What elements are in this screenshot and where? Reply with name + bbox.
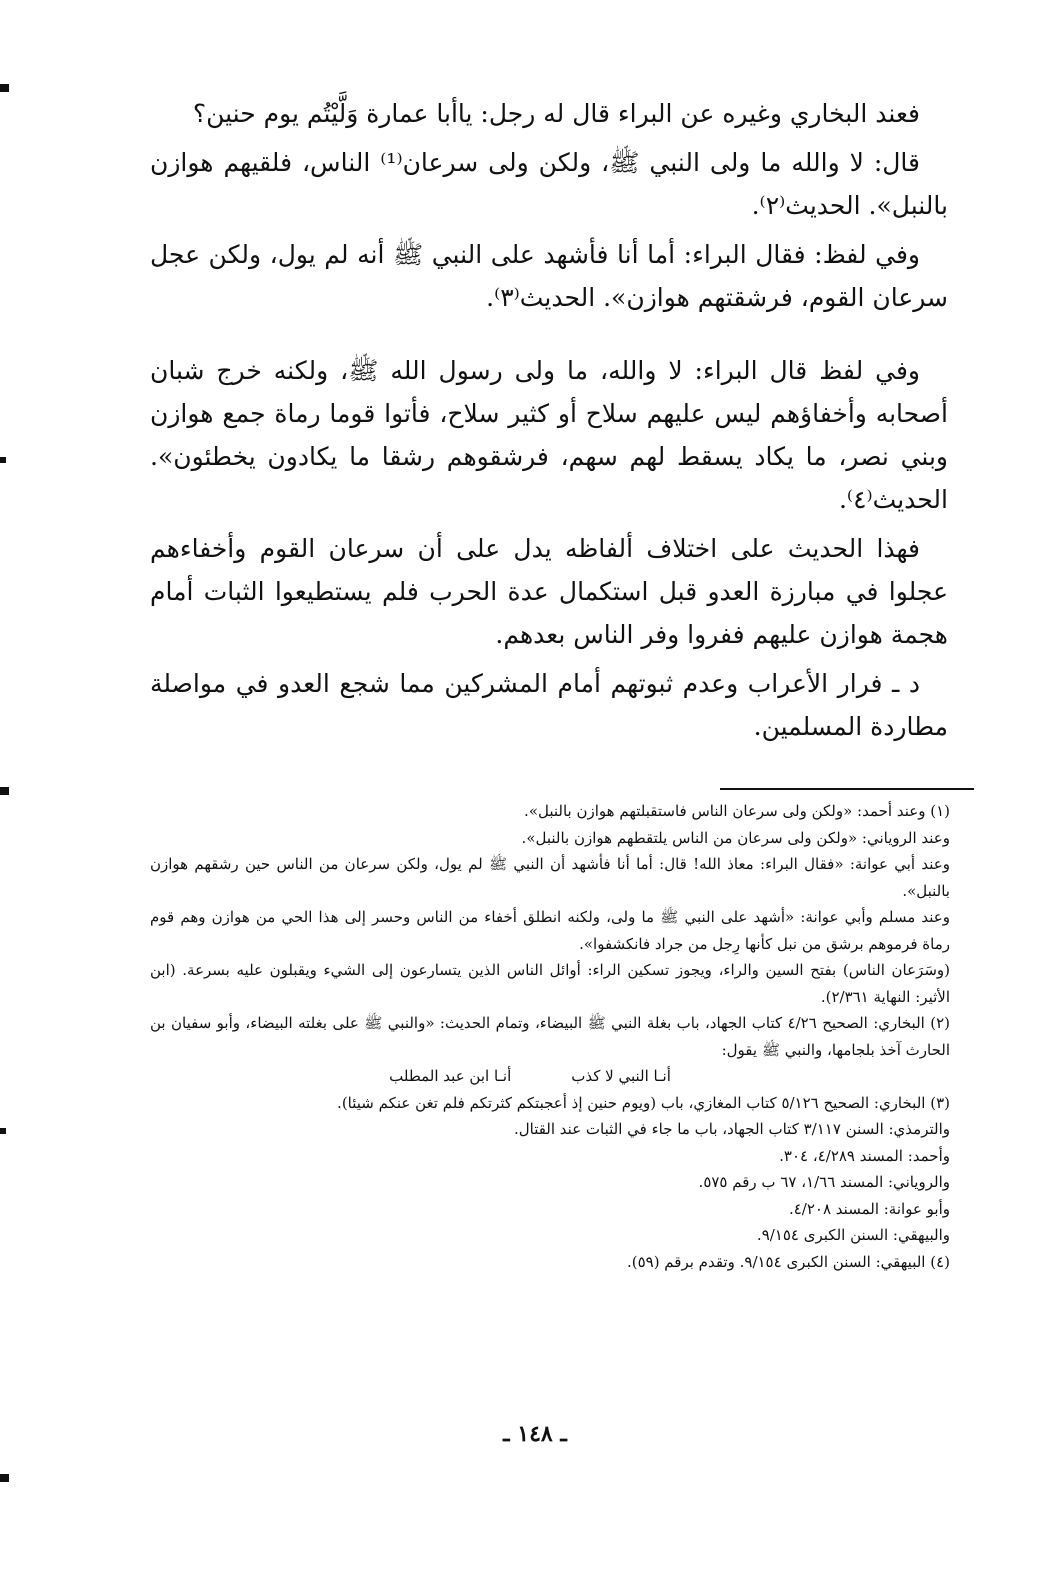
body-paragraph: فهذا الحديث على اختلاف ألفاظه يدل على أن سرعان القوم وأخفاءهم عجلوا في مبارزة العدو قبل استكمال عدة الحرب فلم يستطيعوا الثبات أمام هجمة هوازن عليهم ففروا وفر الناس بعدهم. bbox=[150, 534, 948, 649]
footnote-line: وعند الروياني: «ولكن ولى سرعان من الناس يلتقطهم هوازن بالنبل». bbox=[521, 828, 950, 847]
page-number: ـ ١٤٨ ـ bbox=[503, 1421, 567, 1447]
footnote-line: (٣) البخاري: الصحيح ٥/١٢٦ كتاب المغازي، باب (ويوم حنين إذ أعجبتكم كثرتكم فلم تغن عنكم شيئا). bbox=[337, 1093, 950, 1112]
poetry-verse bbox=[150, 1063, 950, 1090]
main-body-text bbox=[150, 92, 948, 754]
footnote-line: (وسَرَعان الناس) بفتح السين والراء، ويجوز تسكين الراء: أوائل الناس الذين يتسارعون إلى الشيء ويقبلون عليه بسرعة. (ابن الأثير: النهاية ٢/٣٦١). bbox=[150, 961, 950, 1006]
footnote-line: (٤) البيهقي: السنن الكبرى ٩/١٥٤. وتقدم برقم (٥٩). bbox=[626, 1252, 950, 1271]
footnote-line: وعند أبي عوانة: «فقال البراء: معاذ الله! قال: أما أنا فأشهد أن النبي ﷺ لم يول، ولكن سرعان من الناس حين رشقهم هوازن بالنبل». bbox=[150, 855, 950, 900]
verse-hemistich-first: أنـا النبي لا كذب bbox=[571, 1067, 671, 1085]
body-paragraph: وفي لفظ قال البراء: لا والله، ما ولى رسول الله ﷺ، ولكنه خرج شبان أصحابه وأخفاؤهم ليس عليهم سلاح أو كثير سلاح، فأتوا قوما رماة جمع هوازن وبني نصر، ما يكاد يسقط لهم سهم، فرشقوهم رشقا ما يكادون يخطئون». الحديث⁽٤⁾. bbox=[150, 356, 948, 514]
scan-edge-mark bbox=[0, 787, 9, 795]
footnote-line: (١) وعند أحمد: «ولكن ولى سرعان الناس فاستقبلتهم هوازن بالنبل». bbox=[524, 802, 950, 820]
footnote-line: والترمذي: السنن ٣/١١٧ كتاب الجهاد، باب ما جاء في الثبات عند القتال. bbox=[513, 1120, 950, 1138]
scan-edge-mark bbox=[0, 84, 9, 92]
footnote-line: وأبو عوانة: المسند ٤/٢٠٨. bbox=[788, 1199, 950, 1218]
body-paragraph: فعند البخاري وغيره عن البراء قال له رجل: ياأبا عمارة وَلَّيْتُم يوم حنين؟ bbox=[192, 99, 920, 128]
footnote-line: والبيهقي: السنن الكبرى ٩/١٥٤. bbox=[756, 1226, 950, 1244]
body-paragraph: وفي لفظ: فقال البراء: أما أنا فأشهد على النبي ﷺ أنه لم يول، ولكن عجل سرعان القوم، فرشقتهم هوازن». الحديث⁽٣⁾. bbox=[150, 240, 948, 312]
footnote-line: وعند مسلم وأبي عوانة: «أشهد على النبي ﷺ ما ولى، ولكنه انطلق أخفاء من الناس وحسر إلى هذا الحي من هوازن وهم قوم رماة فرموهم برشق من نبل كأنها رِجل من جراد فانكشفوا». bbox=[150, 908, 950, 953]
scan-edge-mark bbox=[0, 1128, 6, 1134]
footnote-line: وأحمد: المسند ٤/٢٨٩، ٣٠٤. bbox=[779, 1146, 950, 1165]
verse-hemistich-second: أنـا ابن عبد المطلب bbox=[389, 1067, 512, 1085]
footnote-line: (٢) البخاري: الصحيح ٤/٢٦ كتاب الجهاد، باب بغلة النبي ﷺ البيضاء، وتمام الحديث: «والنبي ﷺ على بغلته البيضاء، وأبو سفيان بن الحارث آخذ بلجامها، والنبي ﷺ يقول: bbox=[150, 1014, 950, 1059]
footnote-separator-rule bbox=[720, 788, 974, 790]
footnotes-section bbox=[150, 798, 950, 1275]
scan-edge-mark bbox=[0, 457, 6, 463]
footnote-line: والروياني: المسند ١/٦٦، ٦٧ ب رقم ٥٧٥. bbox=[698, 1173, 950, 1191]
body-paragraph: قال: لا والله ما ولى النبي ﷺ، ولكن ولى سرعان⁽¹⁾ الناس، فلقيهم هوازن بالنبل». الحديث⁽٢⁾. bbox=[150, 148, 948, 220]
body-paragraph: د ـ فرار الأعراب وعدم ثبوتهم أمام المشركين مما شجع العدو في مواصلة مطاردة المسلمين. bbox=[150, 669, 948, 741]
scan-edge-mark bbox=[0, 1474, 9, 1482]
